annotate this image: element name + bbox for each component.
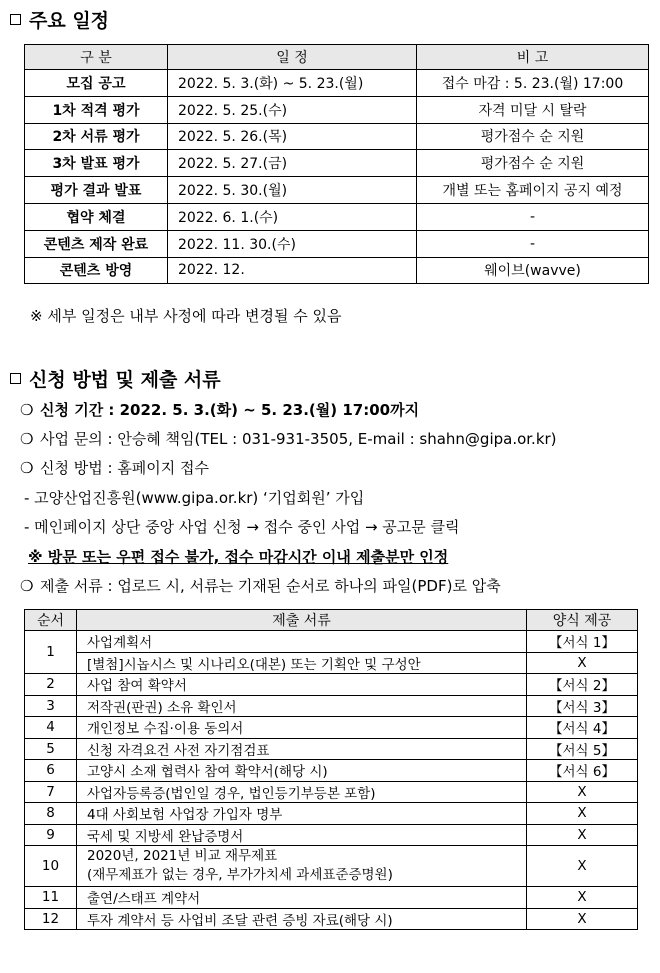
document-name: 사업계획서 xyxy=(77,631,527,653)
schedule-date: 2022. 5. 30.(월) xyxy=(168,177,417,204)
table-row xyxy=(25,70,649,97)
document-name-line: (재무제표가 없는 경우, 부가가치세 과세표준증명원) xyxy=(87,867,393,883)
schedule-remark: - xyxy=(417,230,649,257)
form-provided: X xyxy=(527,652,638,674)
schedule-date: 2022. 6. 1.(수) xyxy=(168,203,417,230)
table-row xyxy=(25,781,638,803)
table-row xyxy=(25,150,649,177)
schedule-remark: 개별 또는 홈페이지 공지 예정 xyxy=(417,177,649,204)
table-row xyxy=(25,824,638,846)
apply-method xyxy=(20,457,209,478)
table-row xyxy=(25,908,638,930)
table-row xyxy=(25,631,638,653)
table-row xyxy=(25,674,638,696)
schedule-remark: 평가점수 순 지원 xyxy=(417,123,649,150)
form-provided: X xyxy=(527,908,638,930)
form-provided: X xyxy=(527,781,638,803)
table-row xyxy=(25,96,649,123)
row-number: 5 xyxy=(25,738,77,760)
header-date: 일 정 xyxy=(168,45,417,70)
checkbox-square-icon xyxy=(10,373,21,384)
schedule-date: 2022. 5. 26.(목) xyxy=(168,123,417,150)
section-title: 주요 일정 xyxy=(29,10,110,32)
table-row xyxy=(25,738,638,760)
form-provided: X xyxy=(527,887,638,909)
schedule-note: ※ 세부 일정은 내부 사정에 따라 변경될 수 있음 xyxy=(30,307,342,325)
document-name: 신청 자격요건 사전 자기점검표 xyxy=(77,738,527,760)
table-row xyxy=(25,177,649,204)
document-name: 출연/스태프 계약서 xyxy=(77,887,527,909)
schedule-remark: 자격 미달 시 탈락 xyxy=(417,96,649,123)
row-number: 11 xyxy=(25,887,77,909)
form-provided: X xyxy=(527,846,638,887)
document-name: [별첨]시놉시스 및 시나리오(대본) 또는 기획안 및 구성안 xyxy=(77,652,527,674)
form-provided: 【서식 2】 xyxy=(527,674,638,696)
header-order: 순서 xyxy=(25,610,77,631)
document-name: 국세 및 지방세 완납증명서 xyxy=(77,824,527,846)
form-provided: 【서식 4】 xyxy=(527,717,638,739)
section-title: 신청 방법 및 제출 서류 xyxy=(29,369,221,391)
circle-bullet-icon: ❍ xyxy=(20,459,34,477)
circle-bullet-icon: ❍ xyxy=(20,577,34,595)
section-heading-schedule xyxy=(10,6,109,33)
row-number: 7 xyxy=(25,781,77,803)
schedule-date: 2022. 5. 25.(수) xyxy=(168,96,417,123)
schedule-category: 3차 발표 평가 xyxy=(25,150,168,177)
schedule-date: 2022. 5. 3.(화) ~ 5. 23.(월) xyxy=(168,70,417,97)
schedule-table xyxy=(24,44,649,284)
document-name: 사업자등록증(법인일 경우, 법인등기부등본 포함) xyxy=(77,781,527,803)
circle-bullet-icon: ❍ xyxy=(20,401,34,419)
documents-intro xyxy=(20,575,501,596)
schedule-category: 협약 체결 xyxy=(25,203,168,230)
apply-step-1: - 고양산업진흥원(www.gipa.or.kr) ‘기업회원’ 가입 xyxy=(24,489,365,507)
table-row xyxy=(25,695,638,717)
form-provided: X xyxy=(527,803,638,825)
document-name: 고양시 소재 협력사 참여 확약서(해당 시) xyxy=(77,760,527,782)
apply-period xyxy=(20,399,419,420)
apply-inquiry xyxy=(20,428,557,449)
apply-step-2: - 메인페이지 상단 중앙 사업 신청 → 접수 중인 사업 → 공고문 클릭 xyxy=(24,518,460,536)
documents-table xyxy=(24,609,638,930)
checkbox-square-icon xyxy=(10,14,21,25)
schedule-category: 2차 서류 평가 xyxy=(25,123,168,150)
document-name xyxy=(77,846,527,887)
schedule-category: 1차 적격 평가 xyxy=(25,96,168,123)
schedule-remark: - xyxy=(417,203,649,230)
schedule-date: 2022. 12. xyxy=(168,257,417,284)
document-name: 사업 참여 확약서 xyxy=(77,674,527,696)
apply-method-text: 신청 방법 : 홈페이지 접수 xyxy=(40,459,210,477)
table-row xyxy=(25,257,649,284)
row-number: 10 xyxy=(25,846,77,887)
table-row xyxy=(25,717,638,739)
table-row xyxy=(25,846,638,887)
row-number: 4 xyxy=(25,717,77,739)
form-provided: X xyxy=(527,824,638,846)
circle-bullet-icon: ❍ xyxy=(20,430,34,448)
row-number: 3 xyxy=(25,695,77,717)
table-row xyxy=(25,887,638,909)
row-number: 6 xyxy=(25,760,77,782)
schedule-category: 평가 결과 발표 xyxy=(25,177,168,204)
apply-inquiry-text: 사업 문의 : 안승혜 책임(TEL : 031-931-3505, E-mail : shahn@gipa.or.kr) xyxy=(40,430,557,448)
schedule-category: 콘텐츠 제작 완료 xyxy=(25,230,168,257)
header-category: 구 분 xyxy=(25,45,168,70)
schedule-remark: 평가점수 순 지원 xyxy=(417,150,649,177)
header-form: 양식 제공 xyxy=(527,610,638,631)
table-header-row xyxy=(25,45,649,70)
schedule-date: 2022. 11. 30.(수) xyxy=(168,230,417,257)
document-name-line: 2020년, 2021년 비교 재무제표 xyxy=(87,848,278,864)
table-row xyxy=(25,203,649,230)
schedule-category: 콘텐츠 방영 xyxy=(25,257,168,284)
document-name: 4대 사회보험 사업장 가입자 명부 xyxy=(77,803,527,825)
document-name: 개인정보 수집·이용 동의서 xyxy=(77,717,527,739)
table-row xyxy=(25,652,638,674)
document-name: 투자 계약서 등 사업비 조달 관련 증빙 자료(해당 시) xyxy=(77,908,527,930)
schedule-remark: 접수 마감 : 5. 23.(월) 17:00 xyxy=(417,70,649,97)
form-provided: 【서식 3】 xyxy=(527,695,638,717)
form-provided: 【서식 5】 xyxy=(527,738,638,760)
row-number: 12 xyxy=(25,908,77,930)
table-row xyxy=(25,123,649,150)
row-number: 2 xyxy=(25,674,77,696)
schedule-category: 모집 공고 xyxy=(25,70,168,97)
form-provided: 【서식 6】 xyxy=(527,760,638,782)
table-row xyxy=(25,803,638,825)
apply-period-text: 신청 기간 : 2022. 5. 3.(화) ~ 5. 23.(월) 17:00까지 xyxy=(40,401,420,419)
row-number: 9 xyxy=(25,824,77,846)
section-heading-apply xyxy=(10,365,221,392)
apply-warning: ※ 방문 또는 우편 접수 불가, 접수 마감시간 이내 제출분만 인정 xyxy=(28,548,449,566)
schedule-remark: 웨이브(wavve) xyxy=(417,257,649,284)
table-row xyxy=(25,230,649,257)
row-number: 8 xyxy=(25,803,77,825)
schedule-date: 2022. 5. 27.(금) xyxy=(168,150,417,177)
header-document: 제출 서류 xyxy=(77,610,527,631)
row-number: 1 xyxy=(25,631,77,674)
form-provided: 【서식 1】 xyxy=(527,631,638,653)
header-remarks: 비 고 xyxy=(417,45,649,70)
document-name: 저작권(판권) 소유 확인서 xyxy=(77,695,527,717)
table-row xyxy=(25,760,638,782)
documents-intro-text: 제출 서류 : 업로드 시, 서류는 기재된 순서로 하나의 파일(PDF)로 압축 xyxy=(40,577,501,595)
table-header-row xyxy=(25,610,638,631)
